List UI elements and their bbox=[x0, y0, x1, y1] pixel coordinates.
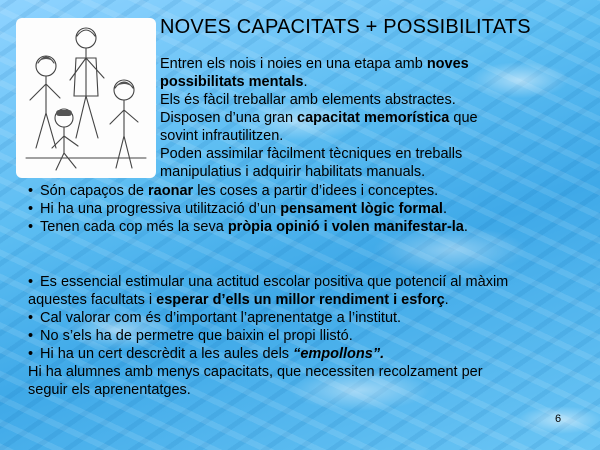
bullet-text: Cal valorar com és d’important l’aprenentatge a l’institut. bbox=[40, 310, 402, 326]
bullet-marker: • bbox=[28, 274, 34, 290]
intro-line-5: sovint infrautilitzen. bbox=[160, 128, 284, 144]
bullet-text: Hi ha un cert descrèdit a les aules dels bbox=[40, 346, 294, 362]
bullet-text: No s’els ha de permetre que baixin el propi llistó. bbox=[40, 328, 353, 344]
intro-bold: noves bbox=[426, 56, 469, 72]
bullet-text: Són capaços de bbox=[40, 183, 149, 199]
bullet-item bbox=[28, 218, 468, 236]
bullet-text: Es essencial estimular una actitud escolar positiva que potencií al màxim bbox=[40, 274, 509, 290]
page-number: 6 bbox=[555, 413, 562, 425]
intro-bold: capacitat memorística bbox=[297, 110, 450, 126]
intro-text: . bbox=[303, 74, 308, 90]
bullet-text: Tenen cada cop més la seva bbox=[40, 219, 228, 235]
bullet-bold: pensament lògic formal bbox=[280, 201, 443, 217]
bullet-marker: • bbox=[28, 346, 34, 362]
bullet-marker: • bbox=[28, 201, 34, 217]
closing-line-2: seguir els aprenentatges. bbox=[28, 382, 191, 398]
bullet-bold: esperar d’ells un millor rendiment i esforç bbox=[156, 292, 445, 308]
intro-text: Entren els nois i noies en una etapa amb bbox=[160, 56, 427, 72]
intro-line-1 bbox=[160, 55, 469, 73]
children-sketch-drawing bbox=[16, 18, 156, 178]
intro-text: que bbox=[449, 110, 478, 126]
bullet-item bbox=[28, 345, 384, 363]
bullet-item bbox=[28, 309, 401, 327]
intro-line-4 bbox=[160, 109, 478, 127]
bullet-marker: • bbox=[28, 183, 34, 199]
bullet-emphasis: “empollons”. bbox=[293, 346, 385, 362]
bullet-marker: • bbox=[28, 310, 34, 326]
bullet-text: aquestes facultats i bbox=[28, 292, 157, 308]
bullet-text: les coses a partir d’idees i conceptes. bbox=[193, 183, 439, 199]
bullet-bold: pròpia opinió i volen manifestar-la bbox=[227, 219, 464, 235]
bullet-text: . bbox=[444, 292, 449, 308]
bullet-text: Hi ha una progressiva utilització d’un bbox=[40, 201, 281, 217]
intro-line-7: manipulatius i adquirir habilitats manuals. bbox=[160, 164, 426, 180]
intro-line-3: Els és fàcil treballar amb elements abstractes. bbox=[160, 92, 456, 108]
bullet-marker: • bbox=[28, 219, 34, 235]
intro-bold: possibilitats mentals bbox=[160, 74, 304, 90]
closing-line-1: Hi ha alumnes amb menys capacitats, que necessiten recolzament per bbox=[28, 364, 483, 380]
bullet-continuation bbox=[28, 291, 449, 309]
bullet-marker: • bbox=[28, 328, 34, 344]
intro-line-2 bbox=[160, 73, 307, 91]
bullet-item bbox=[28, 200, 447, 218]
bullet-item bbox=[28, 273, 508, 291]
intro-line-6: Poden assimilar fàcilment tècniques en treballs bbox=[160, 146, 463, 162]
slide-title: NOVES CAPACITATS + POSSIBILITATS bbox=[160, 16, 531, 38]
bullet-text: . bbox=[463, 219, 468, 235]
bullet-item bbox=[28, 182, 438, 200]
intro-text: Disposen d’una gran bbox=[160, 110, 298, 126]
bullet-bold: raonar bbox=[148, 183, 194, 199]
bullet-text: . bbox=[442, 201, 447, 217]
bullet-item bbox=[28, 327, 353, 345]
children-sketch-icon bbox=[16, 18, 156, 178]
